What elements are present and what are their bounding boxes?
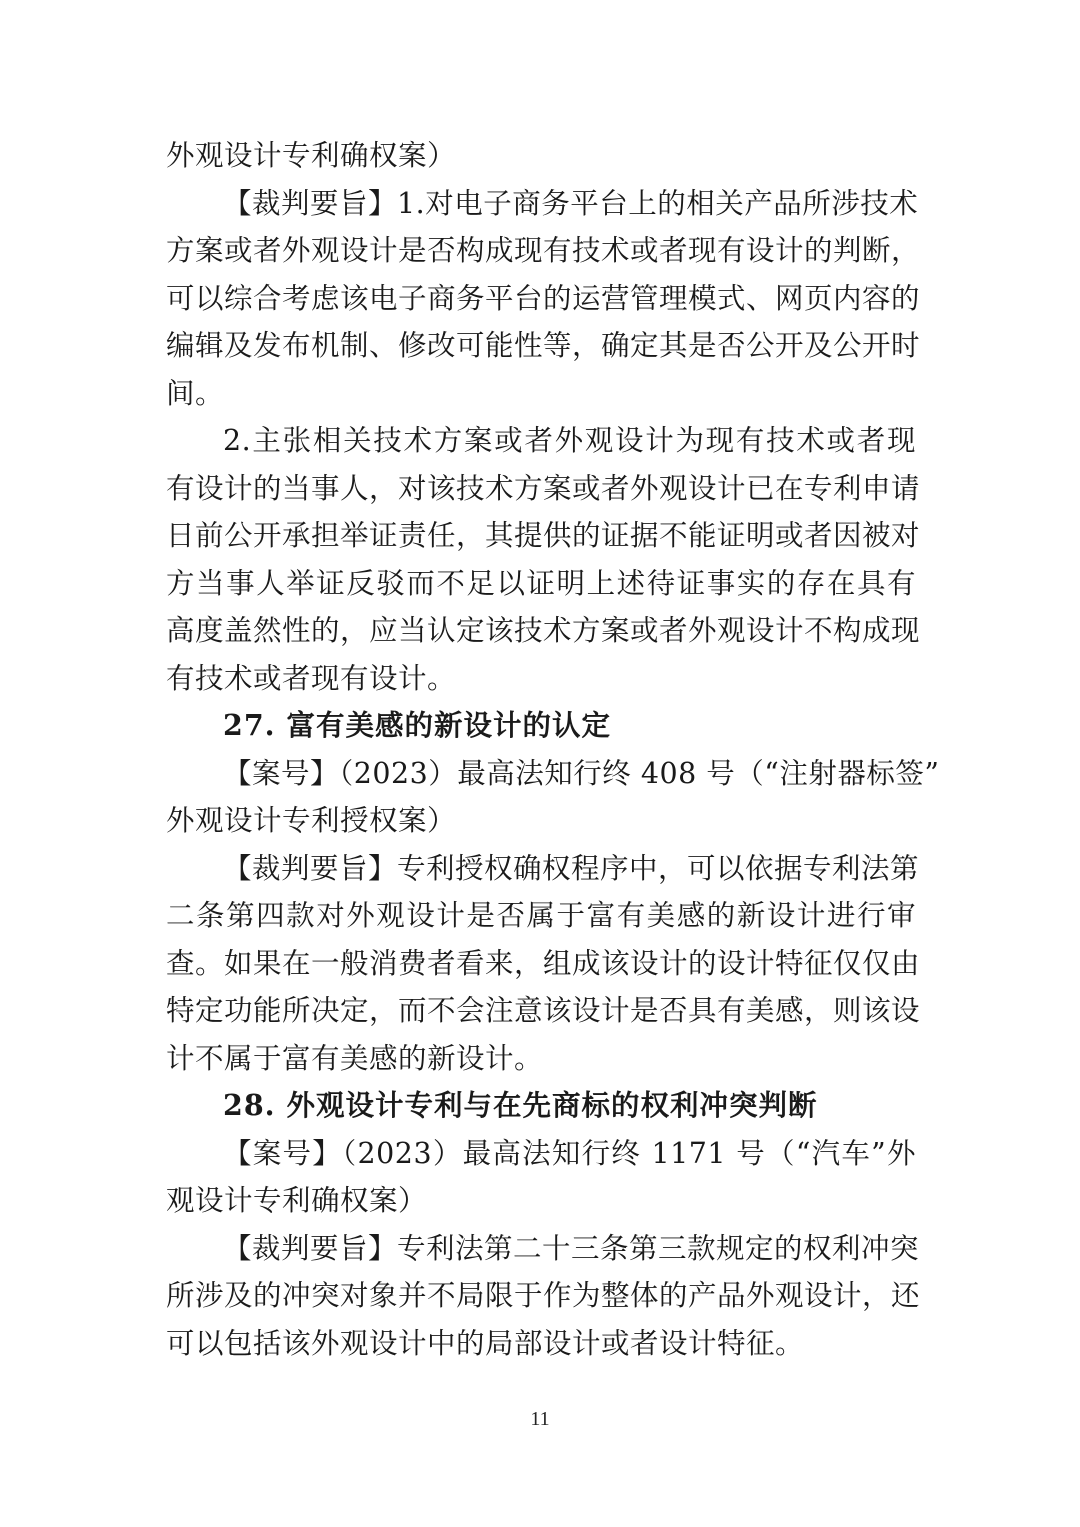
text-line: 【案号】（2023）最高法知行终 1171 号（“汽车”外: [223, 1136, 916, 1170]
text-line: 【裁判要旨】专利授权确权程序中，可以依据专利法第: [223, 851, 920, 885]
text-line: 日前公开承担举证责任，其提供的证据不能证明或者因被对: [166, 519, 921, 552]
document-body: [166, 132, 940, 1367]
text-line: 间。: [166, 376, 225, 410]
text-line: 方案或者外观设计是否构成现有技术或者现有设计的判断，: [166, 234, 921, 267]
text-line: 可以包括该外观设计中的局部设计或者设计特征。: [166, 1326, 805, 1360]
text-line: 计不属于富有美感的新设计。: [166, 1041, 544, 1075]
text-line: 【裁判要旨】专利法第二十三条第三款规定的权利冲突: [223, 1231, 920, 1265]
page-number: 11: [530, 1408, 550, 1430]
text-line: 【裁判要旨】1.对电子商务平台上的相关产品所涉技术: [223, 186, 919, 220]
text-line: 有技术或者现有设计。: [166, 661, 457, 695]
text-line: 高度盖然性的，应当认定该技术方案或者外观设计不构成现: [166, 614, 921, 647]
text-line: 2.主张相关技术方案或者外观设计为现有技术或者现: [223, 424, 916, 457]
text-line: 外观设计专利授权案）: [166, 804, 457, 837]
section-heading: 27. 富有美感的新设计的认定: [223, 708, 612, 742]
text-line: 查。如果在一般消费者看来，组成该设计的设计特征仅仅由: [166, 946, 921, 980]
text-line: 有设计的当事人，对该技术方案或者外观设计已在专利申请: [166, 471, 921, 505]
text-line: 所涉及的冲突对象并不局限于作为整体的产品外观设计，还: [166, 1279, 921, 1312]
text-line: 外观设计专利确权案）: [166, 139, 457, 172]
text-line: 方当事人举证反驳而不足以证明上述待证事实的存在具有: [166, 566, 916, 600]
text-line: 【案号】（2023）最高法知行终 408 号（“注射器标签”: [223, 756, 940, 790]
text-line: 可以综合考虑该电子商务平台的运营管理模式、网页内容的: [166, 281, 921, 315]
text-line: 编辑及发布机制、修改可能性等，确定其是否公开及公开时: [166, 329, 921, 362]
text-line: 观设计专利确权案）: [166, 1184, 428, 1217]
text-line: 二条第四款对外观设计是否属于富有美感的新设计进行审: [166, 899, 916, 932]
section-heading: 28. 外观设计专利与在先商标的权利冲突判断: [223, 1088, 818, 1122]
text-line: 特定功能所决定，而不会注意该设计是否具有美感，则该设: [166, 994, 921, 1027]
